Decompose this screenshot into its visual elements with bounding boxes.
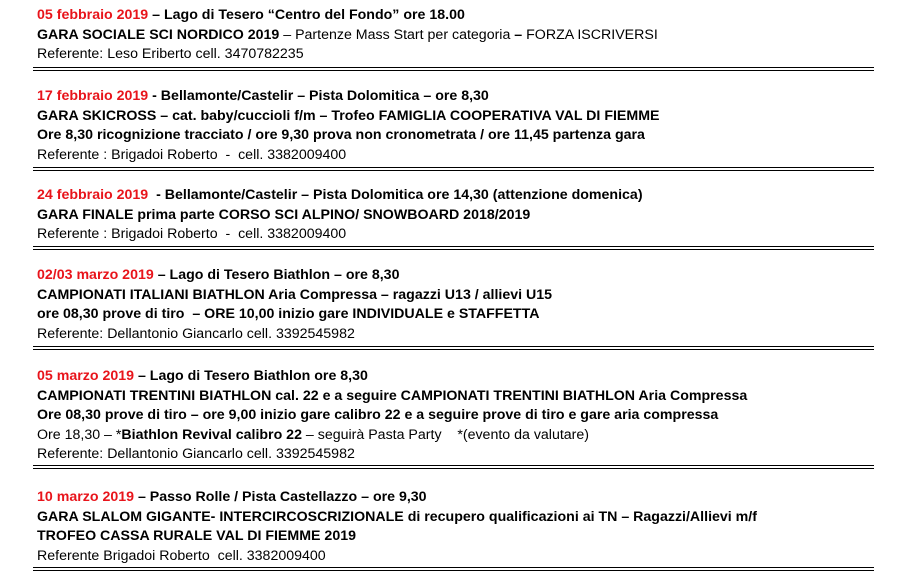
event-text: – Passo Rolle / Pista Castellazzo – ore 9,30 [134,489,427,505]
event-text: Ore 08,30 prove di tiro – ore 9,00 inizio gare calibro 22 e a seguire prove di tiro e gare aria compressa [37,407,719,424]
event-line [37,26,873,46]
event-date: 02/03 marzo 2019 [37,267,154,283]
event-line [37,406,873,426]
event-text: – [514,26,523,43]
event-date: 24 febbraio 2019 [37,187,149,203]
event-text: Referente : Brigadoi Roberto - cell. 3382009400 [37,226,347,243]
event-line [37,325,873,345]
event-line [37,146,873,166]
event-text: Ore 8,30 ricognizione tracciato / ore 9,30 prova non cronometrata / ore 11,45 partenza gara [37,127,645,144]
event-line [37,6,873,26]
event-line [37,426,873,446]
event-text: – Partenze Mass Start per categoria [279,26,515,43]
event-text: GARA SOCIALE SCI NORDICO 2019 [37,26,280,43]
event-line [37,126,873,146]
event-text: FORZA ISCRIVERSI [522,26,658,43]
event-line [37,206,873,226]
event-4 [37,266,873,344]
event-text: ore 08,30 prove di tiro – ORE 10,00 inizio gare INDIVIDUALE e STAFFETTA [37,306,540,323]
event-line [37,547,873,567]
event-text: Referente: Leso Eriberto cell. 3470782235 [37,46,304,63]
event-line [37,305,873,325]
event-text: - Bellamonte/Castelir – Pista Dolomitica ore 14,30 (attenzione domenica) [148,187,643,203]
event-text: Referente : Brigadoi Roberto - cell. 3382009400 [37,146,347,163]
event-6 [37,488,873,566]
event-line [37,225,873,245]
event-text: – Lago di Tesero “Centro del Fondo” ore 18.00 [148,7,465,23]
event-date: 10 marzo 2019 [37,489,135,505]
event-line [37,87,873,107]
event-date: 17 febbraio 2019 [37,88,149,104]
event-3 [37,186,873,245]
event-text: – Lago di Tesero Biathlon – ore 8,30 [153,267,400,283]
event-text: Ore 18,30 – * [37,426,122,443]
event-line [37,387,873,407]
divider-4 [33,346,874,350]
divider-2 [33,167,874,171]
event-line [37,527,873,547]
event-line [37,488,873,508]
event-date: 05 marzo 2019 [37,368,135,384]
divider-6 [33,567,874,571]
event-line [37,508,873,528]
event-text: TROFEO CASSA RURALE VAL DI FIEMME 2019 [37,528,356,545]
event-text: - Bellamonte/Castelir – Pista Dolomitica – ore 8,30 [148,88,489,104]
event-text: CAMPIONATI TRENTINI BIATHLON cal. 22 e a seguire CAMPIONATI TRENTINI BIATHLON Aria Compressa [37,387,748,404]
event-5 [37,367,873,465]
event-text: GARA SLALOM GIGANTE- INTERCIRCOSCRIZIONALE di recupero qualificazioni ai TN – Ragazzi/Allievi m/f [37,508,757,525]
event-text: Referente: Dellantonio Giancarlo cell. 3392545982 [37,446,355,463]
event-1 [37,6,873,65]
event-date: 05 febbraio 2019 [37,7,149,23]
event-line [37,445,873,465]
divider-1 [33,67,874,71]
event-text: CAMPIONATI ITALIANI BIATHLON Aria Compressa – ragazzi U13 / allievi U15 [37,286,553,303]
event-line [37,367,873,387]
divider-5 [33,465,874,469]
event-text: – seguirà Pasta Party *(evento da valutare) [301,426,590,443]
event-line [37,186,873,206]
event-2 [37,87,873,165]
event-text: Referente: Dellantonio Giancarlo cell. 3392545982 [37,325,355,342]
event-line [37,266,873,286]
divider-3 [33,246,874,250]
event-line [37,286,873,306]
event-text: – Lago di Tesero Biathlon ore 8,30 [134,368,368,384]
event-text: Biathlon Revival calibro 22 [121,426,302,443]
event-line [37,107,873,127]
event-text: GARA SKICROSS – cat. baby/cuccioli f/m – Trofeo FAMIGLIA COOPERATIVA VAL DI FIEMME [37,107,660,124]
event-text: Referente Brigadoi Roberto cell. 3382009400 [37,547,326,564]
event-text: GARA FINALE prima parte CORSO SCI ALPINO/ SNOWBOARD 2018/2019 [37,206,531,223]
event-line [37,45,873,65]
